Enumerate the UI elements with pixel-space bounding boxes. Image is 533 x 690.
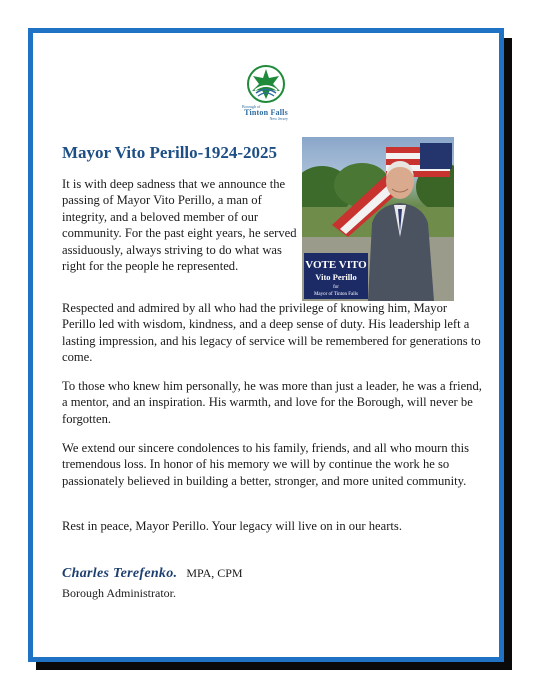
signature-role: Borough Administrator. <box>62 586 176 600</box>
paragraph-respected: Respected and admired by all who had the privilege of knowing him, Mayor Perillo led with wisdom, kindness, and a deep sense of duty. His leadership left a lasting impression, and his legacy of service will be remembered for generations to come. <box>62 301 481 365</box>
mayor-photo <box>302 137 454 301</box>
borough-logo <box>238 64 294 126</box>
paragraph-announcement: It is with deep sadness that we announce the passing of Mayor Vito Perillo, a man of integrity, and a beloved member of our community. For the past eight years, he served assiduously, always striving to do what was right for the people he represented. <box>62 177 297 274</box>
sign-mayor-of: Mayor of Tinton Falls <box>313 292 359 297</box>
signature-name: Charles Terefenko. <box>62 566 178 581</box>
sign-vito-perillo: Vito Perillo <box>315 272 357 282</box>
logo-town-name: Tinton Falls <box>244 108 288 117</box>
paragraph-rest-in-peace: Rest in peace, Mayor Perillo. Your legacy will live on in our hearts. <box>62 519 402 533</box>
paragraph-personal: To those who knew him personally, he was more than just a leader, he was a friend, a mentor, and an inspiration. His warmth, and love for the Borough, will never be forgotten. <box>62 379 482 426</box>
signature-line <box>62 566 243 582</box>
logo-borough-of: Borough of <box>242 104 261 109</box>
leaf-seal-icon <box>246 64 286 104</box>
logo-state: New Jersey <box>269 116 288 121</box>
page-title: Mayor Vito Perillo-1924-2025 <box>62 143 277 162</box>
paragraph-condolences: We extend our sincere condolences to his family, friends, and all who mourn this tremendous loss. In honor of his memory we will by continue the work he so passionately believed in building a better, stronger, and more united community. <box>62 441 470 488</box>
sign-for: for <box>333 285 339 290</box>
sign-vote-vito: VOTE VITO <box>305 259 367 271</box>
signature-credentials: MPA, CPM <box>186 566 243 580</box>
